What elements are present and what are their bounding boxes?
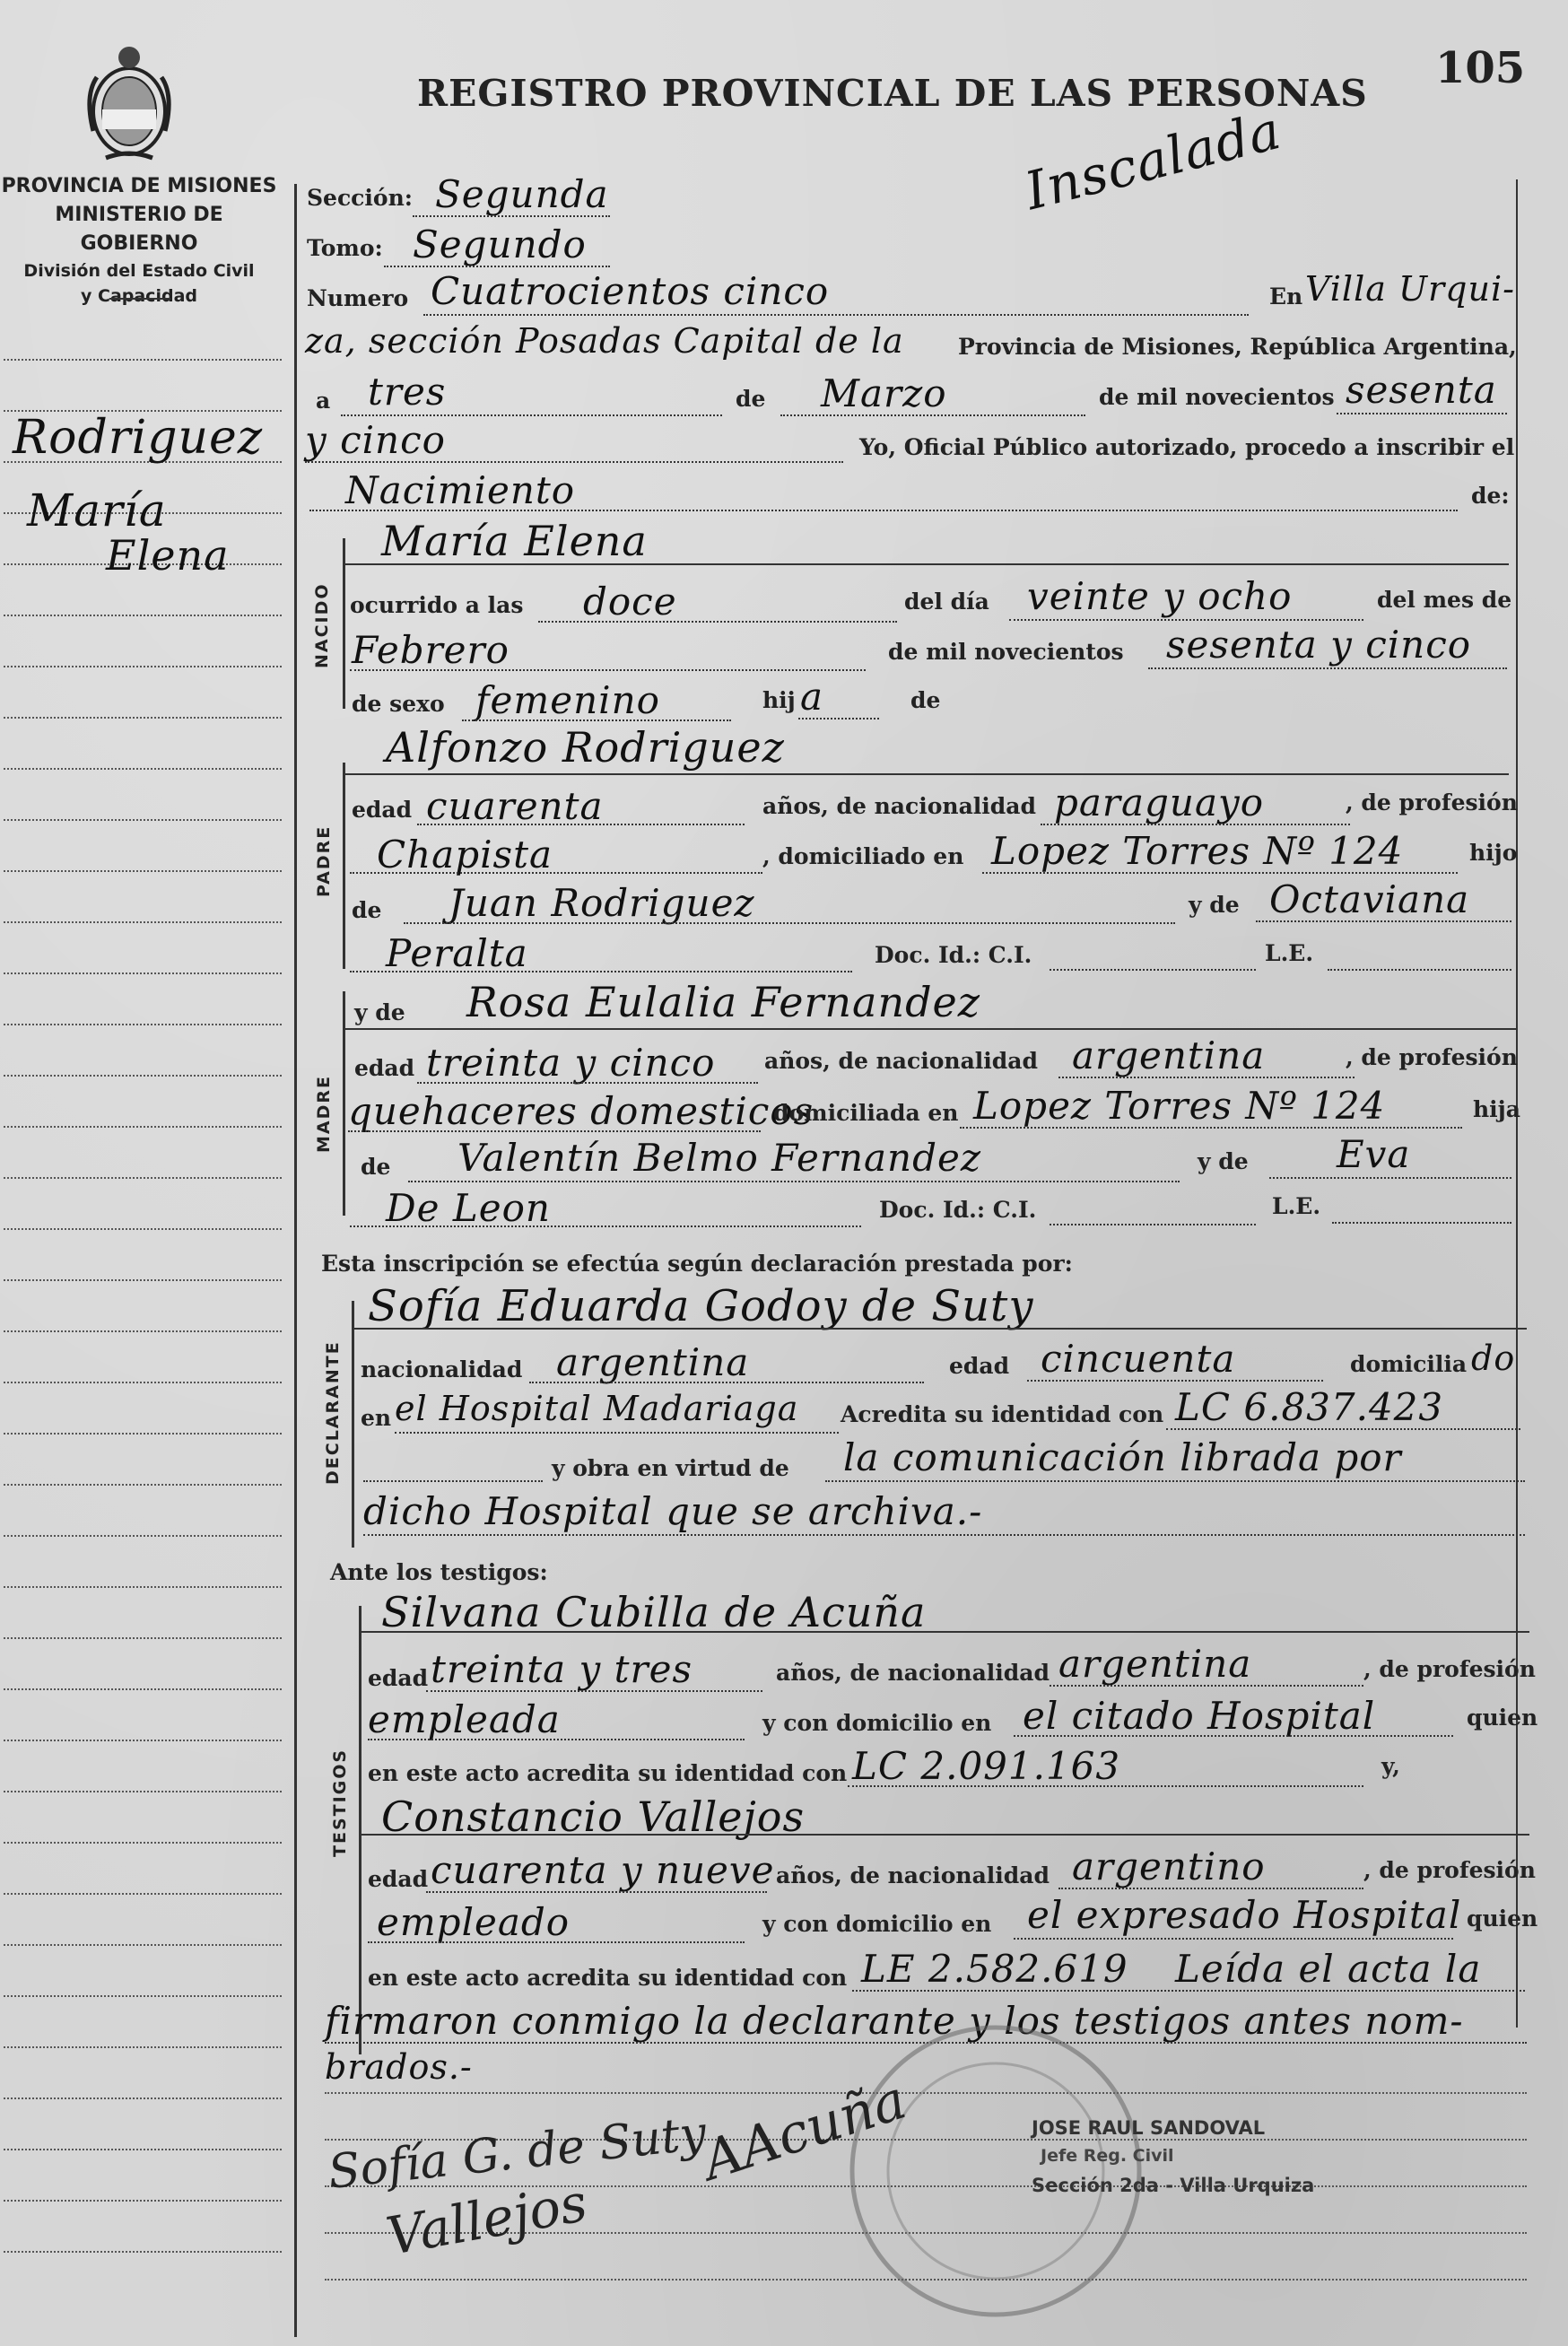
- hij-de-label: de: [910, 687, 941, 713]
- madre-nombre: Rosa Eulalia Fernandez: [466, 978, 980, 1026]
- padre-edad: cuarenta: [426, 784, 604, 828]
- margin-ruled-line: [4, 1995, 282, 1997]
- oficial-text: Yo, Oficial Público autorizado, procedo a inscribir el: [859, 434, 1515, 460]
- dia-label: del día: [904, 589, 989, 615]
- seccion-value: Segunda: [435, 172, 609, 216]
- madre-madre-de-b: De Leon: [386, 1186, 551, 1230]
- anio-part2-line: [305, 461, 843, 463]
- seccion-label: Sección:: [307, 185, 413, 211]
- margin-ruled-line: [4, 2097, 282, 2099]
- margin-second-name: Elena: [106, 531, 230, 580]
- agency-line1: PROVINCIA DE MISIONES: [1, 175, 277, 197]
- testigo2-nombre: Constancio Vallejos: [381, 1792, 806, 1841]
- testigo2-edad: cuarenta y nueve: [431, 1848, 775, 1892]
- page-number: 105: [1435, 43, 1526, 93]
- margin-ruled-line: [4, 1740, 282, 1741]
- declarante-nac-label: nacionalidad: [361, 1356, 523, 1382]
- testigo1-edad-label: edad: [368, 1665, 429, 1691]
- madre-doc-label: Doc. Id.: C.I.: [879, 1197, 1037, 1223]
- acta-tipo-line: [309, 510, 1458, 511]
- testigo2-nombre-line: [359, 1834, 1529, 1836]
- seccion-line: [413, 215, 610, 217]
- padre-label: PADRE: [314, 824, 334, 897]
- margin-ruled-line: [4, 2046, 282, 2048]
- madre-hija-label: hija: [1473, 1096, 1520, 1122]
- en-label: En: [1269, 283, 1303, 310]
- acta-tipo: Nacimiento: [345, 468, 576, 512]
- madre-prof-label: , de profesión: [1346, 1044, 1518, 1070]
- margin-ruled-line: [4, 1842, 282, 1844]
- stamp-title: Jefe Reg. Civil: [1041, 2146, 1174, 2166]
- declarante-border: [352, 1301, 354, 1548]
- margin-ruled-line: [4, 1279, 282, 1281]
- padre-prof-label: , de profesión: [1346, 789, 1518, 815]
- testigo2-nac-line: [1058, 1888, 1363, 1889]
- agency-rule: [109, 298, 170, 300]
- madre-profesion: quehaceres domesticos: [348, 1089, 814, 1133]
- declarante-obra-b-line: [363, 1534, 1525, 1536]
- padre-dom-label: , domiciliado en: [762, 843, 964, 869]
- margin-ruled-line: [4, 1535, 282, 1537]
- declarante-obra-line: [825, 1480, 1525, 1482]
- margin-ruled-line: [4, 1126, 282, 1128]
- madre-madre-de-line: [1269, 1177, 1511, 1179]
- numero-label: Numero: [307, 285, 409, 311]
- witness-signature: Vallejos: [381, 2171, 592, 2268]
- declarante-signature: Sofía G. de Suty: [326, 2106, 710, 2200]
- declarante-en-label: en: [361, 1405, 392, 1431]
- mes-registro: Marzo: [821, 371, 947, 415]
- declarante-doc-line: [1166, 1428, 1520, 1430]
- padre-padre-de: Juan Rodriguez: [449, 881, 755, 925]
- testigo1-nacionalidad: argentina: [1058, 1642, 1252, 1686]
- testigo2-quien-label: quien: [1467, 1906, 1538, 1932]
- declarante-nombre-line: [352, 1328, 1527, 1330]
- declarante-label: DECLARANTE: [323, 1340, 343, 1485]
- declarante-dom-label: domicilia: [1350, 1351, 1468, 1377]
- stamp-name: JOSE RAUL SANDOVAL: [1032, 2117, 1266, 2139]
- madre-dom-line: [960, 1127, 1462, 1129]
- margin-ruled-line: [4, 1944, 282, 1946]
- nacido-nombre-line: [343, 563, 1509, 565]
- declarante-obra-label: y obra en virtud de: [552, 1455, 789, 1481]
- tomo-value: Segundo: [413, 222, 587, 266]
- madre-edad: treinta y cinco: [426, 1041, 716, 1085]
- madre-doc-line: [1050, 1224, 1256, 1225]
- testigo1-profesion: empleada: [368, 1697, 561, 1741]
- margin-ruled-line: [4, 2200, 282, 2202]
- margin-ruled-line: [4, 1688, 282, 1690]
- testigo1-nombre: Silvana Cubilla de Acuña: [381, 1588, 927, 1636]
- madre-le-line: [1332, 1222, 1511, 1224]
- declarante-obra-pre-line: [363, 1480, 543, 1482]
- testigo1-edad: treinta y tres: [431, 1647, 693, 1691]
- margin-ruled-line: [4, 2251, 282, 2253]
- mes-line: [350, 669, 866, 671]
- dia-value: veinte y ocho: [1027, 574, 1293, 618]
- padre-madre-de-b-line: [350, 971, 852, 972]
- document-title: REGISTRO PROVINCIAL DE LAS PERSONAS: [417, 72, 1368, 115]
- ocurrido-label: ocurrido a las: [350, 592, 524, 618]
- testigo1-domicilio: el citado Hospital: [1023, 1694, 1376, 1738]
- madre-nacionalidad: argentina: [1072, 1033, 1266, 1077]
- mil-label: de mil novecientos: [888, 639, 1124, 665]
- padre-nombre: Alfonzo Rodriguez: [386, 723, 785, 772]
- lugar-part1: Villa Urqui-: [1305, 269, 1515, 309]
- margin-ruled-line: [4, 1433, 282, 1435]
- padre-edad-label: edad: [352, 797, 413, 823]
- testigo2-edad-label: edad: [368, 1866, 429, 1892]
- padre-madre-de-line: [1256, 920, 1511, 922]
- testigo2-acto-label: en este acto acredita su identidad con: [368, 1965, 848, 1991]
- madre-dom-label: domiciliada en: [773, 1100, 959, 1126]
- padre-nacionalidad: paraguayo: [1054, 781, 1265, 824]
- madre-prof-line: [348, 1130, 761, 1132]
- left-column-border: [294, 184, 297, 2337]
- testigo1-documento: LC 2.091.163: [852, 1744, 1121, 1788]
- numero-line: [423, 314, 1249, 316]
- testigo1-doc-line: [848, 1785, 1363, 1787]
- tomo-line: [384, 266, 610, 267]
- madre-madre-de-b-line: [350, 1225, 861, 1227]
- testigo1-prof-label: , de profesión: [1363, 1656, 1536, 1682]
- de-colon: de:: [1471, 483, 1510, 509]
- nacido-label: NACIDO: [312, 582, 332, 668]
- testigo2-domicilio: el expresado Hospital: [1027, 1893, 1462, 1937]
- testigo1-edad-line: [426, 1690, 762, 1692]
- testigo2-documento: LE 2.582.619: [861, 1947, 1128, 1991]
- declarante-nac-line: [529, 1382, 924, 1383]
- numero-value: Cuatrocientos cinco: [431, 269, 830, 313]
- stamp-section: Sección 2da - Villa Urquiza: [1032, 2175, 1315, 2196]
- margin-ruled-line: [4, 1484, 282, 1486]
- sexo-value: femenino: [475, 678, 660, 722]
- agency-block: [0, 172, 278, 309]
- declarante-nacionalidad: argentina: [556, 1340, 750, 1384]
- margin-ruled-line: [4, 1791, 282, 1792]
- tomo-label: Tomo:: [307, 235, 383, 261]
- testigo2-dom-label: y con domicilio en: [762, 1911, 992, 1937]
- margin-ruled-line: [4, 972, 282, 974]
- declarante-documento: LC 6.837.423: [1175, 1385, 1444, 1429]
- anio-part2: y cinco: [305, 418, 446, 462]
- padre-doc-label: Doc. Id.: C.I.: [875, 942, 1032, 968]
- padre-nac-label: años, de nacionalidad: [762, 793, 1036, 819]
- testigo1-nac-label: años, de nacionalidad: [776, 1660, 1050, 1686]
- padre-le-line: [1328, 969, 1511, 971]
- madre-label: MADRE: [314, 1075, 334, 1153]
- madre-edad-label: edad: [354, 1055, 415, 1081]
- testigo2-profesion: empleado: [377, 1900, 571, 1944]
- margin-ruled-line: [4, 1382, 282, 1383]
- testigo2-cierre-b: firmaron conmigo la declarante y los testigos antes nom-: [325, 1999, 1464, 2043]
- madre-le-label: L.E.: [1272, 1193, 1321, 1219]
- anio-value: sesenta y cinco: [1166, 623, 1472, 667]
- testigo2-cierre-c: brados.-: [325, 2047, 473, 2087]
- margin-ruled-line: [4, 1228, 282, 1230]
- dia-line: [1009, 619, 1363, 621]
- mes-registro-line: [780, 414, 1085, 416]
- margin-ruled-line: [4, 1586, 282, 1588]
- declarante-dom-b-line: [395, 1432, 839, 1434]
- madre-yde2-label: y de: [1198, 1148, 1249, 1174]
- testigo1-prof-line: [368, 1739, 745, 1740]
- nacido-nombre: María Elena: [381, 517, 648, 565]
- testigo2-edad-line: [426, 1891, 767, 1893]
- declarante-obra-a: la comunicación librada por: [843, 1435, 1402, 1479]
- testigo1-dom-line: [1014, 1735, 1453, 1737]
- hij-suffix: a: [800, 675, 824, 719]
- testigo2-prof-label: , de profesión: [1363, 1857, 1536, 1883]
- testigo2-cierre-a: Leída el acta la: [1175, 1947, 1482, 1991]
- margin-ruled-line: [4, 2149, 282, 2150]
- anio-part1: sesenta: [1346, 368, 1497, 412]
- hora-line: [538, 621, 897, 623]
- padre-padre-de-line: [404, 922, 1175, 924]
- padre-madre-de-b: Peralta: [386, 931, 528, 975]
- margin-ruled-line: [4, 359, 282, 361]
- margin-ruled-line: [4, 1330, 282, 1332]
- dia-registro: tres: [368, 370, 447, 414]
- padre-dom-line: [982, 872, 1458, 874]
- de-label: de: [736, 386, 766, 412]
- agency-line3: División del Estado Civil: [23, 261, 255, 281]
- madre-edad-line: [417, 1082, 758, 1084]
- margin-ruled-line: [4, 870, 282, 872]
- hora-value: doce: [583, 580, 677, 624]
- margin-ruled-line: [4, 666, 282, 667]
- madre-border: [343, 991, 345, 1216]
- testigo2-nacionalidad: argentino: [1072, 1845, 1266, 1888]
- padre-le-label: L.E.: [1265, 940, 1314, 966]
- padre-domicilio: Lopez Torres Nº 124: [991, 829, 1404, 873]
- padre-border: [343, 763, 345, 969]
- margin-first-name: María: [27, 484, 167, 536]
- lugar-part2: za, sección Posadas Capital de la: [305, 321, 904, 361]
- testigos-text: Ante los testigos:: [330, 1559, 548, 1585]
- padre-edad-line: [417, 824, 745, 825]
- madre-padre-de: Valentín Belmo Fernandez: [457, 1136, 981, 1180]
- padre-prof-line: [350, 872, 762, 874]
- testigo1-acto-label: en este acto acredita su identidad con: [368, 1760, 848, 1786]
- testigo2-nac-label: años, de nacionalidad: [776, 1862, 1050, 1888]
- provincia-text: Provincia de Misiones, República Argentina,: [958, 334, 1517, 360]
- madre-domicilio: Lopez Torres Nº 124: [973, 1084, 1386, 1128]
- hij-label: hij: [762, 687, 796, 713]
- coat-of-arms-icon: [79, 32, 179, 167]
- padre-nac-line: [1041, 824, 1350, 825]
- margin-ruled-line: [4, 615, 282, 616]
- sexo-label: de sexo: [352, 691, 445, 717]
- declarante-dom-a: do: [1471, 1339, 1516, 1378]
- padre-yde-label: y de: [1189, 892, 1240, 918]
- testigo2-prof-line: [368, 1941, 745, 1943]
- madre-madre-de-a: Eva: [1337, 1132, 1411, 1176]
- testigo1-y-label: y,: [1381, 1753, 1400, 1779]
- margin-ruled-line: [4, 819, 282, 821]
- margin-ruled-line: [4, 1075, 282, 1077]
- padre-nombre-line: [343, 773, 1509, 775]
- agency-line4: y Capacidad: [81, 286, 197, 306]
- madre-de-label: de: [361, 1154, 391, 1180]
- padre-profesion: Chapista: [377, 833, 553, 876]
- padre-hijo-label: hijo: [1469, 840, 1518, 866]
- margin-ruled-line: [4, 1177, 282, 1179]
- hij-line: [798, 718, 879, 719]
- dia-registro-line: [341, 414, 722, 416]
- margin-ruled-line: [4, 1893, 282, 1895]
- declarante-edad: cincuenta: [1041, 1337, 1236, 1381]
- padre-madre-de-a: Octaviana: [1269, 877, 1470, 921]
- testigo1-quien-label: quien: [1467, 1705, 1538, 1731]
- mes-value: Febrero: [352, 628, 510, 672]
- declarante-nombre: Sofía Eduarda Godoy de Suty: [368, 1281, 1034, 1331]
- madre-yde-label: y de: [354, 999, 405, 1025]
- margin-ruled-line: [4, 1637, 282, 1639]
- testigo1-dom-label: y con domicilio en: [762, 1710, 992, 1736]
- declaracion-text: Esta inscripción se efectúa según declaración prestada por:: [321, 1251, 1073, 1277]
- declarante-edad-label: edad: [949, 1353, 1010, 1379]
- testigo2-doc-line: [852, 1990, 1525, 1992]
- padre-doc-line: [1050, 969, 1256, 971]
- margin-ruled-line: [4, 768, 282, 770]
- madre-nac-line: [1058, 1077, 1355, 1078]
- testigo1-nombre-line: [359, 1631, 1529, 1633]
- madre-nac-label: años, de nacionalidad: [764, 1048, 1038, 1074]
- official-stamp-icon: [825, 2010, 1166, 2333]
- a-label: a: [316, 388, 331, 414]
- padre-de-label: de: [352, 897, 382, 923]
- margin-ruled-line: [4, 1024, 282, 1025]
- declarante-dom-b: el Hospital Madariaga: [395, 1389, 799, 1428]
- mes-label: del mes de: [1377, 587, 1512, 613]
- sexo-line: [462, 719, 731, 721]
- testigo2-dom-line: [1014, 1938, 1453, 1940]
- madre-padre-de-line: [408, 1181, 1180, 1182]
- second-witness-signature: AAcuña: [694, 2068, 914, 2193]
- inscribed-annotation: Inscalada: [1019, 99, 1287, 222]
- anio-line: [1337, 413, 1507, 414]
- testigos-label: TESTIGOS: [330, 1748, 350, 1857]
- declarante-obra-b: dicho Hospital que se archiva.-: [363, 1489, 983, 1533]
- margin-ruled-line: [4, 717, 282, 719]
- margin-ruled-line: [4, 921, 282, 923]
- anio-nac-line: [1148, 667, 1507, 669]
- mil-text: de mil novecientos: [1099, 384, 1335, 410]
- testigo1-nac-line: [1050, 1685, 1363, 1687]
- declarante-acredita-label: Acredita su identidad con: [841, 1401, 1164, 1427]
- madre-nombre-line: [343, 1028, 1518, 1030]
- testigos-border: [359, 1606, 362, 2054]
- agency-line2: MINISTERIO DE GOBIERNO: [55, 204, 223, 255]
- margin-surname: Rodriguez: [13, 411, 264, 465]
- declarante-edad-line: [1027, 1380, 1323, 1382]
